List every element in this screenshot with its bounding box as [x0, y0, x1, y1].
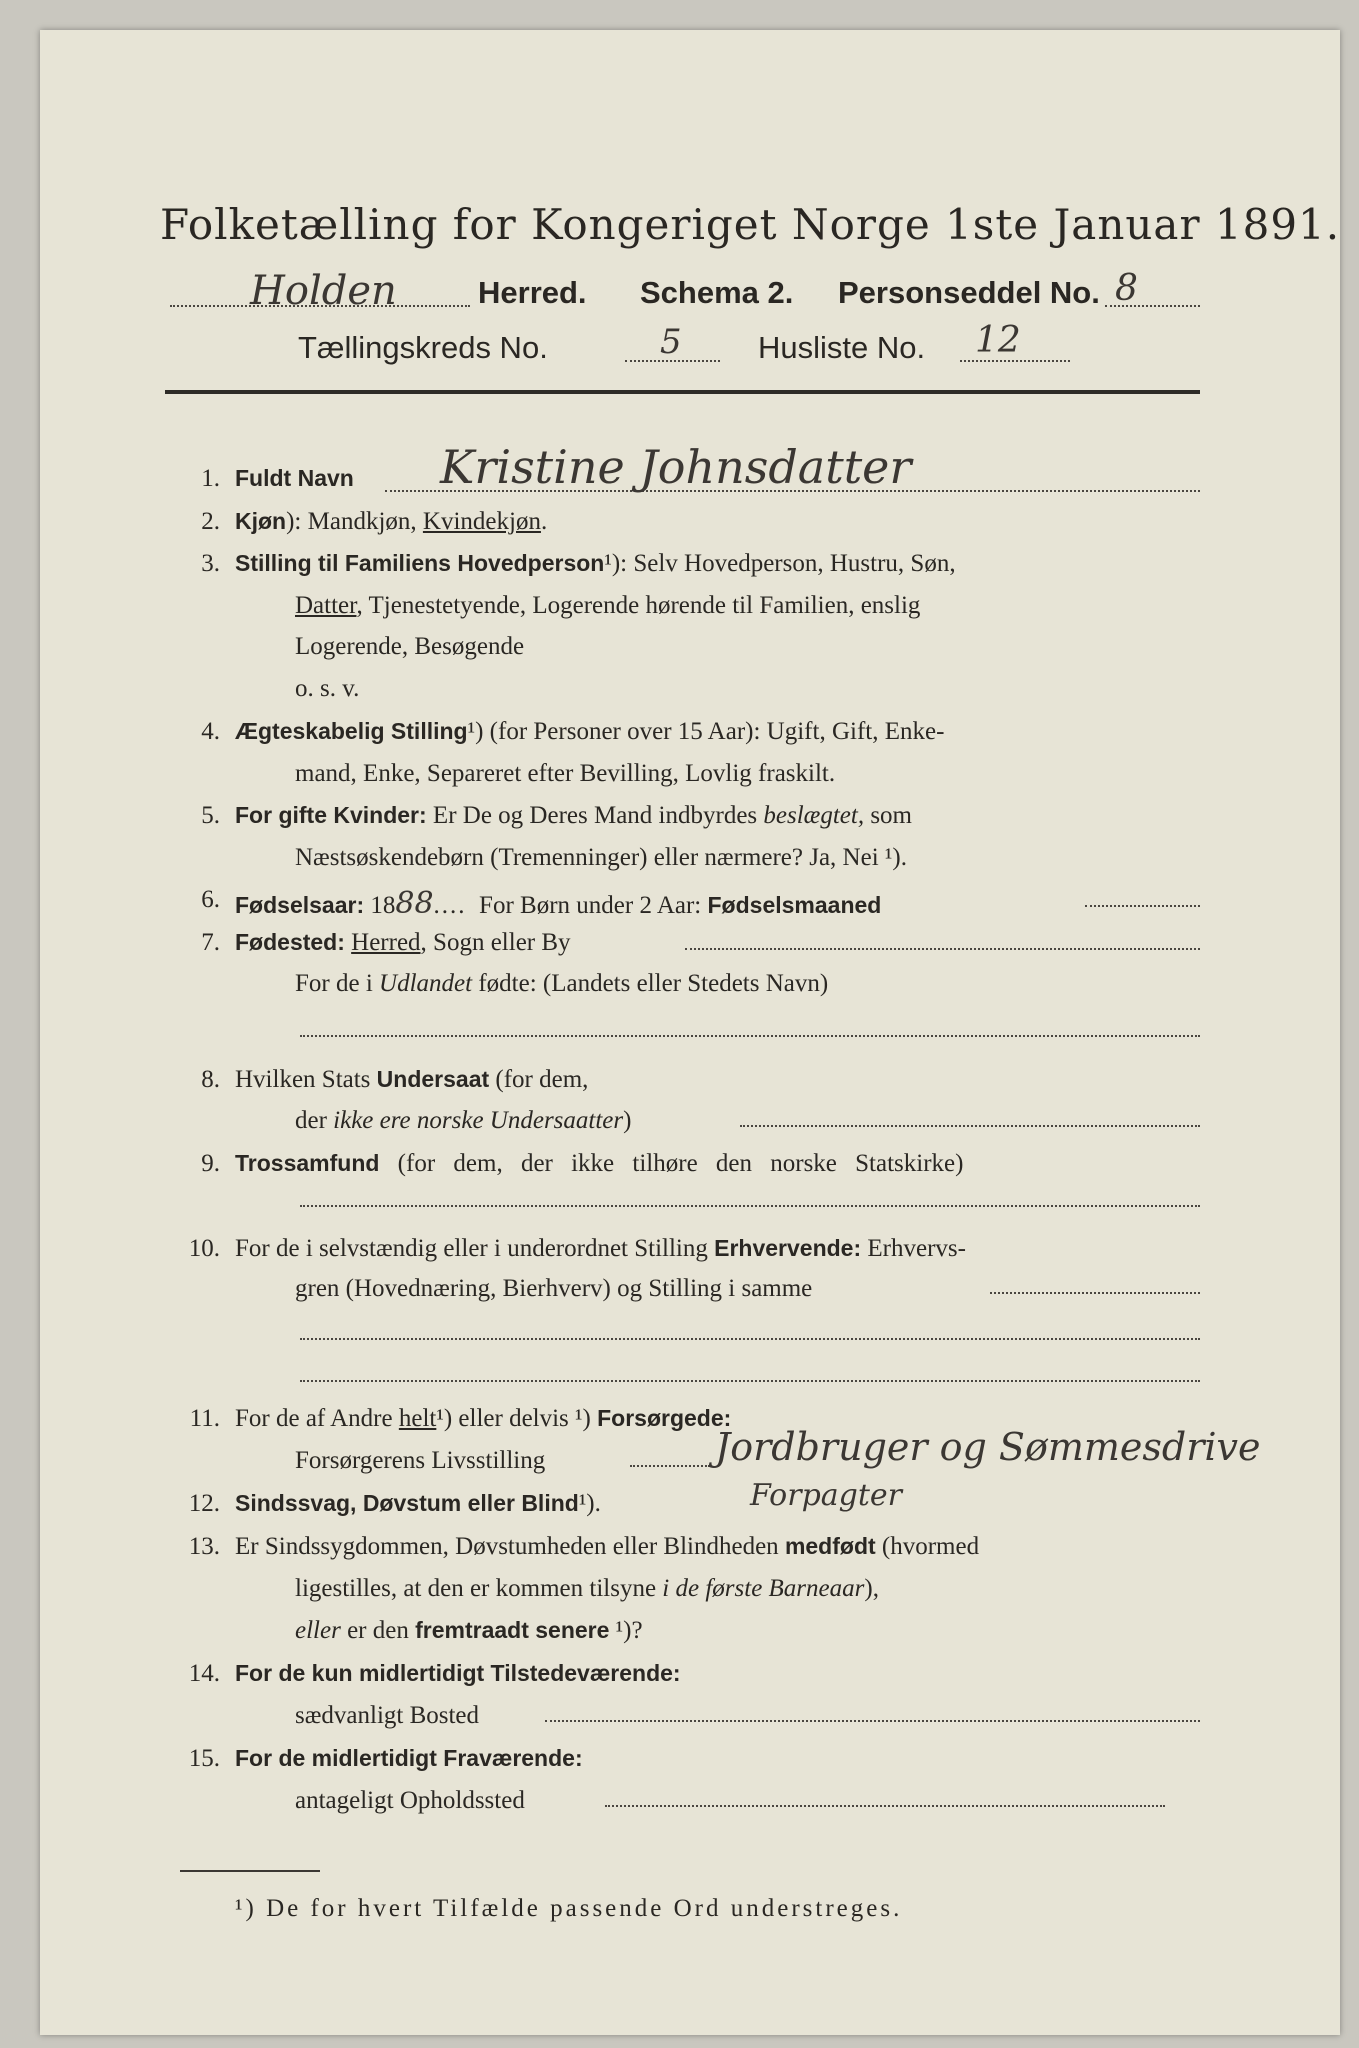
occupation-label: Erhvervende:	[714, 1235, 862, 1261]
item-10-number: 10.	[188, 1235, 220, 1262]
schema-label: Schema 2.	[640, 275, 794, 310]
birthplace-text-1: , Sogn eller By	[420, 929, 571, 956]
item-4-line-1	[235, 718, 944, 746]
temporary-absent-label: For de midlertidigt Fraværende:	[235, 1745, 583, 1771]
item-8-line-2	[295, 1107, 631, 1135]
item-3-line-2	[295, 592, 920, 620]
citizenship-text-2b: )	[623, 1107, 632, 1134]
item-10-line-1	[235, 1235, 966, 1263]
item-4-line-2: mand, Enke, Separeret efter Bevilling, Lovlig fraskilt.	[295, 760, 836, 787]
item-11-line-2: Forsørgerens Livsstilling	[295, 1447, 546, 1474]
temporary-present-label: For de kun midlertidigt Tilstedeværende:	[235, 1660, 681, 1686]
congenital-text-2i: i de første Barneaar	[662, 1575, 865, 1602]
married-women-text-b: som	[870, 802, 913, 829]
congenital-text-a: Er Sindssygdommen, Døvstumheden eller Blindheden	[235, 1533, 779, 1560]
item-4-number: 4.	[201, 718, 220, 745]
congenital-text-b: (hvormed	[881, 1533, 980, 1560]
item-11-dotted-line	[630, 1465, 710, 1467]
birth-year-handwritten: 88	[395, 886, 434, 921]
item-15-dotted-line	[605, 1805, 1165, 1807]
occupation-text-b: Erhvervs-	[867, 1235, 966, 1262]
item-5-number: 5.	[201, 802, 220, 829]
item-1-label	[235, 465, 354, 493]
item-10-dotted-line-2	[300, 1338, 1200, 1340]
item-7-line-2	[295, 970, 828, 998]
birthplace-label: Fødested:	[235, 929, 345, 955]
item-6-dotted-line	[1085, 905, 1200, 907]
sex-selected: Kvindekjøn	[422, 508, 541, 535]
citizenship-text-2a: der	[295, 1107, 327, 1134]
footnote-rule	[180, 1870, 320, 1872]
footnote: ¹) De for hvert Tilfælde passende Ord understreges.	[235, 1895, 903, 1922]
marital-status-label: Ægteskabelig Stilling	[235, 718, 468, 744]
item-15-line-2: antageligt Opholdssted	[295, 1787, 525, 1814]
kreds-handwritten: 5	[660, 322, 682, 362]
item-14-line-2: sædvanligt Bosted	[295, 1702, 480, 1729]
item-13-line-3	[295, 1617, 643, 1645]
disability-label: Sindssvag, Døvstum eller Blind	[235, 1490, 579, 1516]
birthplace-text-2a: For de i	[295, 970, 373, 997]
occupation-text-a: For de i selvstændig eller i underordnet Stilling	[235, 1235, 708, 1262]
congenital-text-3a: er den	[347, 1617, 409, 1644]
married-women-label: For gifte Kvinder:	[235, 802, 427, 828]
supported-label: Forsørgede:	[597, 1405, 732, 1431]
item-2-number: 2.	[201, 508, 220, 535]
item-9-line	[235, 1150, 963, 1178]
provider-occupation-handwritten: Jordbruger og Sømmesdrive	[715, 1425, 1261, 1469]
birth-year-label: Fødselsaar:	[235, 892, 365, 918]
congenital-label: medfødt	[784, 1533, 876, 1559]
husliste-label: Husliste No.	[758, 330, 926, 365]
kreds-label: Tællingskreds No.	[298, 330, 548, 365]
congenital-text-2b: ),	[864, 1575, 879, 1602]
item-6-number: 6.	[201, 886, 220, 913]
item-14-line-1	[235, 1660, 681, 1688]
full-name-label: Fuldt Navn	[235, 465, 354, 491]
item-10-line-2: gren (Hovednæring, Bierhverv) og Stilling i samme	[295, 1275, 813, 1302]
item-13-line-2	[295, 1575, 879, 1603]
family-position-text-1: ¹): Selv Hovedperson, Hustru, Søn,	[604, 550, 956, 577]
item-9-dotted-line	[300, 1205, 1200, 1207]
family-position-selected: Datter	[295, 592, 357, 619]
congenital-text-2a: ligestilles, at den er kommen tilsyne	[295, 1575, 657, 1602]
item-7-dotted-line-2	[300, 1035, 1200, 1037]
item-11-number: 11.	[189, 1405, 220, 1432]
birthplace-selected: Herred	[351, 929, 421, 956]
personseddel-handwritten: 8	[1115, 268, 1138, 309]
item-13-line-1	[235, 1533, 979, 1561]
item-9-number: 9.	[201, 1150, 220, 1177]
sex-options-text: ): Mandkjøn,	[286, 508, 417, 535]
supported-text-b: ¹) eller delvis ¹)	[436, 1405, 591, 1432]
full-name-handwritten: Kristine Johnsdatter	[440, 440, 912, 494]
item-1-number: 1.	[201, 465, 220, 492]
family-position-label: Stilling til Familiens Hovedperson	[235, 550, 605, 576]
item-7-line-1	[235, 929, 571, 957]
birthplace-text-2i: Udlandet	[379, 970, 473, 997]
item-3-number: 3.	[201, 550, 220, 577]
item-7-dotted-line-1	[685, 948, 1200, 950]
husliste-handwritten: 12	[975, 320, 1021, 361]
birth-month-label: Fødselsmaaned	[707, 892, 882, 918]
disability-text: ¹).	[578, 1490, 601, 1517]
item-5-line-2: Næstsøskendebørn (Tremenninger) eller nærmere? Ja, Nei ¹).	[295, 844, 907, 871]
married-women-text-a: Er De og Deres Mand indbyrdes	[432, 802, 758, 829]
citizenship-label: Undersaat	[376, 1066, 490, 1092]
item-3-line-4: o. s. v.	[295, 675, 360, 702]
married-women-text-italic: beslægtet,	[763, 802, 865, 829]
item-10-dotted-line-3	[300, 1380, 1200, 1382]
item-8-dotted-line	[740, 1125, 1200, 1127]
item-7-number: 7.	[201, 929, 220, 956]
census-sheet	[40, 30, 1340, 2035]
item-6-line: Fødselsaar: 1888.... For Børn under 2 Aar: Fødselsmaaned	[235, 886, 882, 921]
supported-text-a: For de af Andre	[235, 1405, 393, 1432]
herred-label: Herred.	[478, 275, 587, 310]
item-5-line-1	[235, 802, 912, 830]
item-10-dotted-line-1	[990, 1292, 1200, 1294]
family-position-text-2: , Tjenestetyende, Logerende hørende til Familien, enslig	[356, 592, 921, 619]
item-14-number: 14.	[188, 1660, 220, 1687]
item-13-number: 13.	[188, 1533, 220, 1560]
religion-text: (for dem, der ikke tilhøre den norske Statskirke)	[397, 1150, 964, 1177]
item-8-number: 8.	[201, 1066, 220, 1093]
congenital-text-3b: ¹)?	[615, 1617, 643, 1644]
item-3-line-3: Logerende, Besøgende	[295, 633, 525, 660]
disability-handwritten: Forpagter	[750, 1478, 903, 1513]
marital-status-text-1: ¹) (for Personer over 15 Aar): Ugift, Gift, Enke-	[467, 718, 945, 745]
personseddel-label: Personseddel No.	[838, 275, 1100, 310]
birth-month-text: For Børn under 2 Aar:	[479, 892, 702, 919]
citizenship-text-2i: ikke ere norske Undersaatter	[333, 1107, 624, 1134]
citizenship-text-b: (for dem,	[495, 1066, 589, 1093]
item-15-line-1	[235, 1745, 583, 1773]
item-11-line-1	[235, 1405, 731, 1433]
sex-period: .	[540, 508, 548, 535]
citizenship-text-a: Hvilken Stats	[235, 1066, 371, 1093]
item-12-number: 12.	[188, 1490, 220, 1517]
item-14-dotted-line	[545, 1720, 1200, 1722]
item-3-line-1	[235, 550, 956, 578]
birth-year-prefix: 18	[370, 892, 396, 919]
later-onset-label: fremtraadt senere	[415, 1617, 610, 1643]
birthplace-text-2b: fødte: (Landets eller Stedets Navn)	[478, 970, 829, 997]
item-12-line	[235, 1490, 601, 1518]
form-title: Folketælling for Kongeriget Norge 1ste Januar 1891.	[160, 200, 1341, 249]
header-rule	[165, 390, 1200, 394]
item-15-number: 15.	[188, 1745, 220, 1772]
supported-selected: helt	[398, 1405, 437, 1432]
item-2-line	[235, 508, 547, 536]
herred-handwritten: Holden	[250, 268, 397, 314]
item-8-line-1	[235, 1066, 588, 1094]
religion-label: Trossamfund	[235, 1150, 380, 1176]
sex-label: Kjøn	[235, 508, 287, 534]
congenital-text-3i: eller	[295, 1617, 341, 1644]
